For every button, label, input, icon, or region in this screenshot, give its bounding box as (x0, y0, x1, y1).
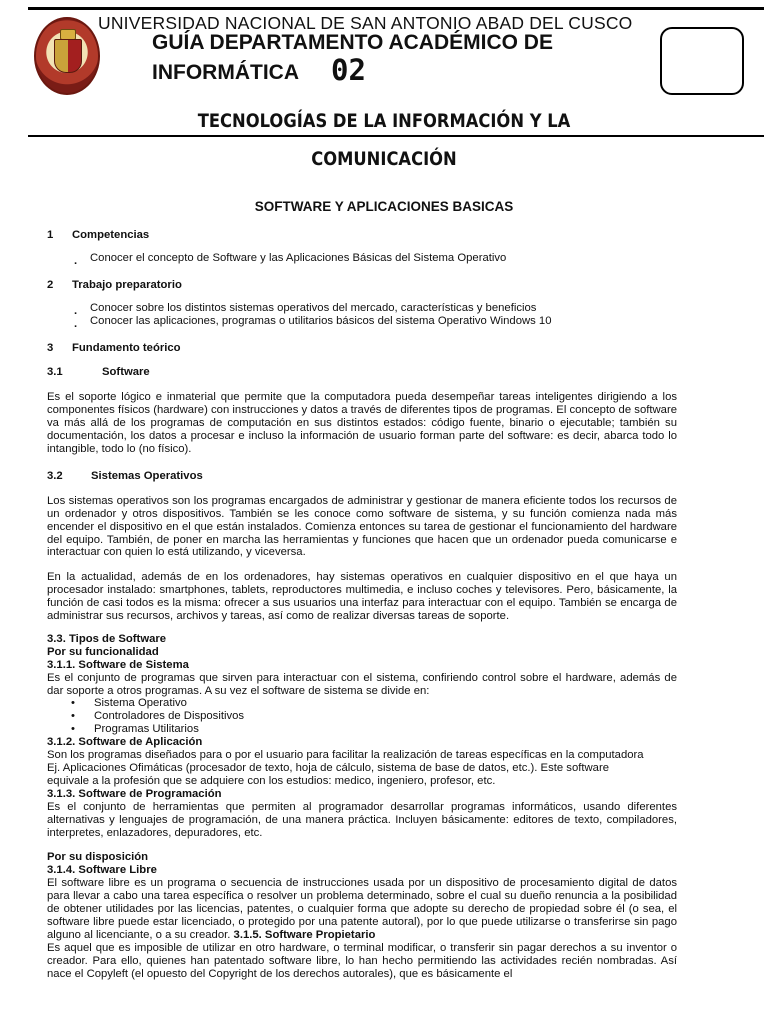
section-heading (47, 279, 677, 292)
subsection-title: Software (102, 366, 150, 379)
paragraph-line: Son los programas diseñados para o por el usuario para facilitar la realización de tareas específicas en la computadora (47, 749, 644, 762)
category-heading: Por su funcionalidad (47, 645, 159, 658)
system-software-list (47, 697, 677, 736)
paragraph: Es el conjunto de herramientas que permiten al programador desarrollar programas informáticos, usando diferentes alternativas y lenguajes de programación, de una manera práctica. Incluyen básicamente: editores de texto, compiladores, interpretes, enlazadores, depuradores, etc. (47, 800, 677, 839)
paragraph: Los sistemas operativos son los programas encargados de administrar y gestionar de manera eficiente todos los recursos de un ordenador y otros dispositivos. También se les conoce como software de sistema, y su función comienza nada más encender el dispositivo en el que están instalados. Comienza entonces su tarea de gestionar el funcionamiento del hardware del equipo. También, de poner en marcha las herramientas y funciones que hacen que un ordenador pueda comunicarse e interactuar con quien lo está utilizando, y viceversa. (47, 494, 677, 559)
header-rule (28, 135, 764, 137)
subsection-title: 3.1.1. Software de Sistema (47, 658, 189, 671)
section-title: Competencias (72, 229, 150, 241)
paragraph: Es el conjunto de programas que sirven para interactuar con el sistema, confiriendo control sobre el hardware, además de dar soporte a otros programas. A su vez el software de sistema se divide en: (47, 671, 677, 697)
document-body (47, 229, 677, 981)
guide-title-line1: GUÍA DEPARTAMENTO ACADÉMICO DE (152, 31, 553, 54)
university-seal-icon (34, 17, 100, 95)
subsection-title: 3.1.2. Software de Aplicación (47, 736, 203, 749)
category-heading: Por su disposición (47, 851, 149, 864)
list-item: . Conocer el concepto de Software y las Aplicaciones Básicas del Sistema Operativo (74, 251, 507, 267)
subsection-number: 3.2 (47, 469, 63, 482)
section-title: Fundamento teórico (72, 341, 181, 354)
university-name: UNIVERSIDAD NACIONAL DE SAN ANTONIO ABAD DEL CUSCO (98, 13, 633, 33)
list-item: • Programas Utilitarios (71, 723, 199, 736)
subsection-heading (47, 366, 677, 379)
section-number: 3 (47, 341, 54, 354)
paragraph: Es el soporte lógico e inmaterial que permite que la computadora pueda desempeñar tareas inteligentes dirigiendo a los componentes físicos (hardware) con instrucciones y datos a través de diferentes tipos de programas. El concepto de software va más allá de los programas de computación en sus distintos estados: código fuente, binario o ejecutable; también su documentación, los datos a procesar e incluso la información de usuario forman parte del software: es decir, abarca todo lo intangible, todo lo (no físico). (47, 391, 677, 455)
header-empty-box (660, 27, 744, 95)
list-item: . Conocer las aplicaciones, programas o utilitarios básicos del sistema Operativo Windows 10 (74, 314, 552, 330)
section-number: 1 (47, 229, 54, 241)
subsection-heading (47, 470, 677, 483)
inline-heading: 3.1.5. Software Propietario (233, 928, 376, 941)
paragraph: El software libre es un programa o secuencia de instrucciones usada por un dispositivo de procesamiento digital de datos para llevar a cabo una tarea específica o resolver un problema determinado, sobre el cual su dueño renuncia a la posibilidad de obtener utilidades por las licencias, patentes, o cualquier forma que adopte su derecho de propiedad sobre él (o sea, el software libre puede estar licenciado, o protegido por una patente autoral), por lo que puede utilizarse o transferirse sin pago alguno al licenciante, o a su creador. 3.1.5. Software Propietario (47, 877, 677, 941)
subsection-title: 3.3. Tipos de Software (47, 632, 167, 645)
subsection-title: 3.1.4. Software Libre (47, 864, 157, 877)
section-heading (47, 229, 677, 242)
section-number: 2 (47, 278, 54, 291)
list-item: • Sistema Operativo (71, 697, 187, 710)
guide-title-line2: INFORMÁTICA (152, 61, 299, 84)
subsection-number: 3.1 (47, 366, 63, 379)
paragraph-line: equivale a la profesión que se adquiere con los estudios: medico, ingeniero, profesor, etc. (47, 774, 496, 787)
top-rule (28, 7, 764, 10)
guide-number: 02 (331, 53, 366, 87)
subsection-title: 3.1.3. Software de Programación (47, 787, 222, 800)
list-item: . Conocer sobre los distintos sistemas operativos del mercado, características y beneficios (74, 301, 537, 317)
section-title: Trabajo preparatorio (72, 278, 182, 291)
section-heading (47, 342, 677, 355)
subsection-title: Sistemas Operativos (91, 469, 203, 482)
paragraph-line: Ej. Aplicaciones Ofimáticas (procesador de texto, hoja de cálculo, sistema de base de datos, etc.). Este software (47, 762, 609, 774)
document-title-line2: COMUNICACIÓN (311, 148, 457, 170)
list-item: • Controladores de Dispositivos (71, 710, 245, 723)
paragraph: En la actualidad, además de en los ordenadores, hay sistemas operativos en cualquier dispositivo en el que haya un procesador instalado: smartphones, tablets, reproductores multimedia, e incluso coches y televisores. Pero, básicamente, la función de casi todos es la misma: ofrecer a sus usuarios una interfaz para interactuar con el equipo. También se encarga de administrar sus recursos, archivos y tareas, así como de realizar diversas tareas de soporte. (47, 571, 677, 623)
paragraph: Es aquel que es imposible de utilizar en otro hardware, o terminal modificar, o transferir sin pagar derechos a su inventor o creador. Para ello, quienes han patentado software libre, lo han hecho permitiendo las actividades recién nombradas. Así nace el Copyleft (el opuesto del Copyright de los derechos autorales), que es básicamente el (47, 941, 677, 980)
document-title-line1: TECNOLOGÍAS DE LA INFORMACIÓN Y LA (197, 110, 571, 132)
document-subtitle: SOFTWARE Y APLICACIONES BASICAS (254, 199, 514, 214)
